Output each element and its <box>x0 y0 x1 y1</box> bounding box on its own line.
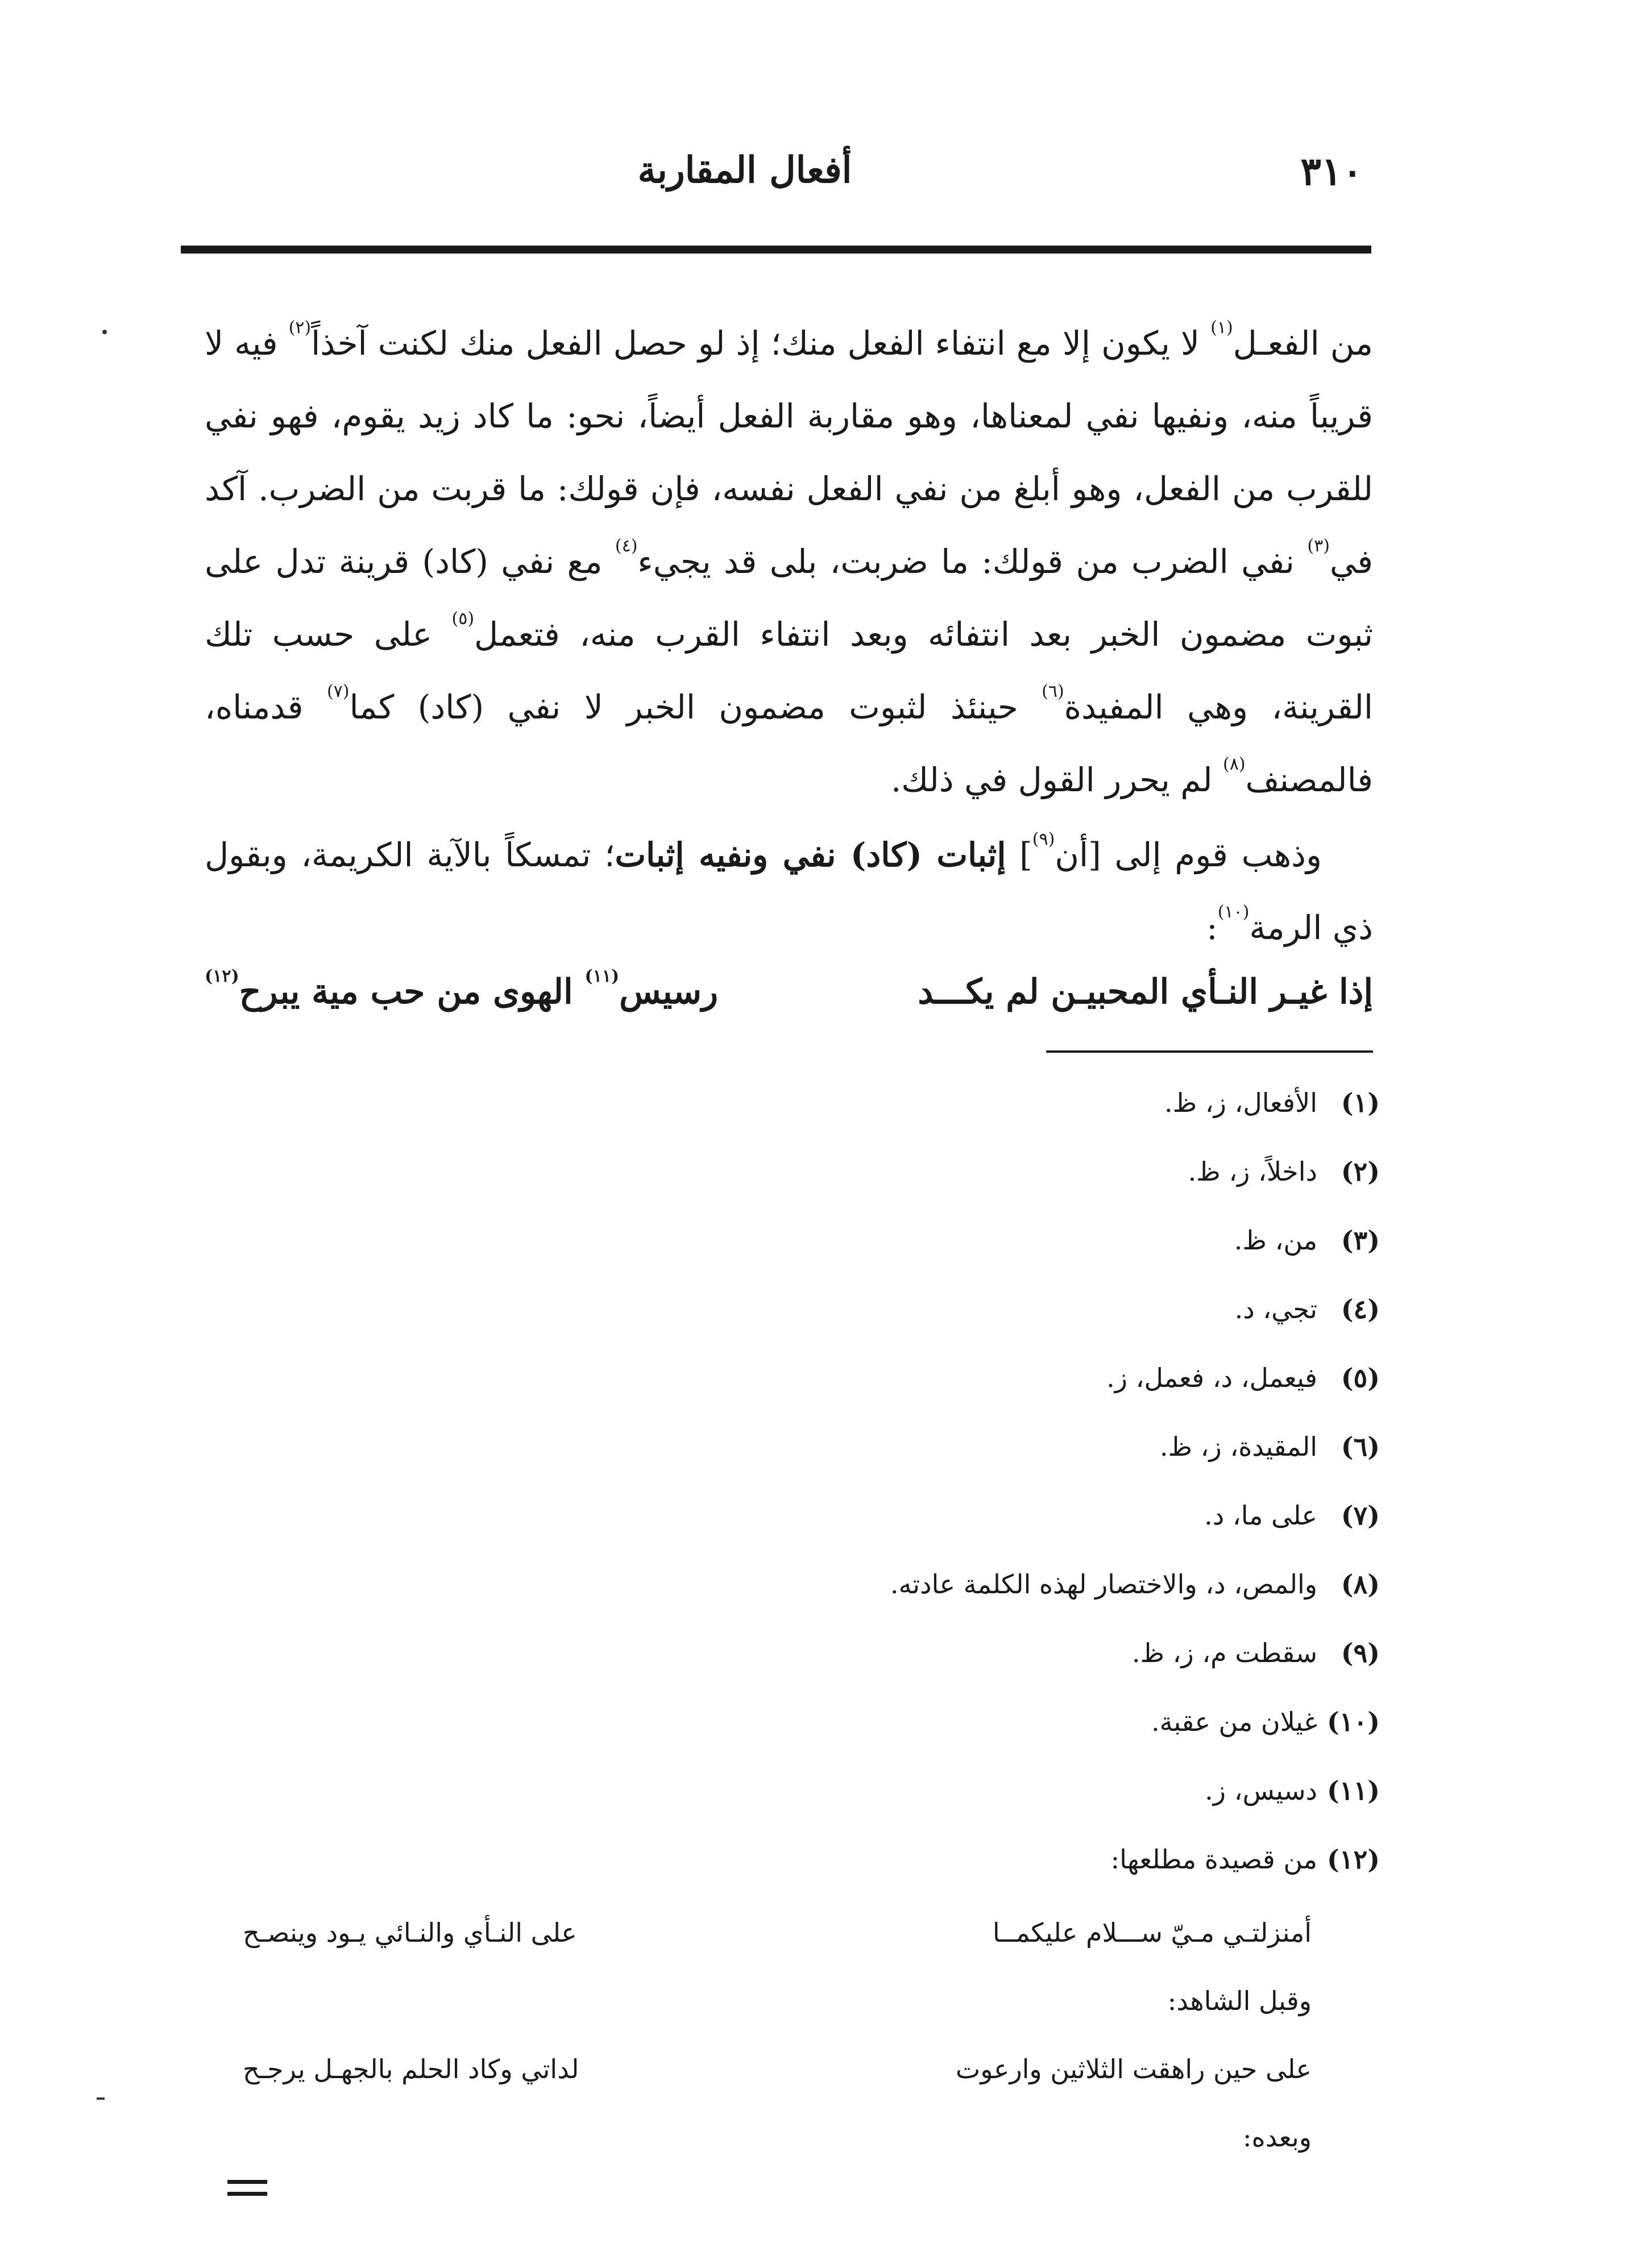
footnote-ref: (٦) <box>1042 682 1064 701</box>
footnote-ref: (٩) <box>1032 829 1055 849</box>
footnote-verse: أمنزلتـي مـيّ ســـلام عليكمــا على النـأي والنـائي يـود وينصـح <box>243 1917 1312 1948</box>
footnote-item: (٣)من، ظ. <box>1234 1225 1380 1256</box>
paragraph-1: من الفعـل$^{(١)}$ لا يكون إلا مع انتفاء الفعل منك؛ إذ لو حصل الفعل منك لكنت آخذاً$^{(٢)}$ فيه لا قريباً منه، ونفيها نفي لمعناها، وهو مقاربة الفعل أيضاً، نحو: ما كاد زيد يقوم، فهو نفي للقرب من الفعل، وهو أبلغ من نفي الفعل نفسه، فإن قولك: ما قربت من الضرب. آكد في$^{(٣)}$ نفي الضرب من قولك: ما ضربت، بلى قد يجيء$^{(٤)}$ مع نفي (كاد) قرينة تدل على ثبوت مضمون الخبر بعد انتفائه وبعد انتفاء القرب منه، فتعمل$^{(٥)}$ على حسب تلك القرينة، وهي المفيدة$^{(٦)}$ حينئذ لثبوت مضمون الخبر لا نفي (كاد) كما$^{(٧)}$ قدمناه، فالمصنف$^{(٨)}$ لم يحرر القول في ذلك. <box>205 318 1374 799</box>
footnote-note: وبعده: <box>1243 2122 1312 2153</box>
footnote-verses <box>231 1899 1312 2171</box>
footnote-ref: (٥) <box>451 609 475 629</box>
margin-dot <box>102 330 107 334</box>
footnote-note: وقبل الشاهد: <box>1167 1985 1312 2016</box>
margin-dash <box>97 2097 105 2100</box>
footnote-separator <box>1046 1050 1373 1053</box>
running-title: أفعال المقاربة <box>637 149 852 192</box>
footnote-ref: (٨) <box>1222 754 1246 774</box>
footnote-item: (٨)والمص، د، والاختصار لهذه الكلمة عادته. <box>890 1569 1380 1600</box>
footnote-item: (٦)المقيدة، ز، ظ. <box>1159 1431 1380 1462</box>
verse-second-hemistich: رسيس$^{(١١)}$ الهوى من حب مية يبرح$^{(١٢)}$ <box>205 966 719 1012</box>
footnote-ref: (١) <box>1210 318 1233 338</box>
footnote-ref: (٢) <box>288 318 312 338</box>
page-number: ٣١٠ <box>1300 149 1363 194</box>
verse-first-hemistich: إذا غيـر النـأي المحبيـن لم يكـــد <box>918 972 1373 1012</box>
footnote-item: (١٠)غيلان من عقبة. <box>1151 1706 1380 1737</box>
paragraph-2: وذهب قوم إلى [أن$^{(٩)}$] إثبات (كاد) نفي ونفيه إثبات؛ تمسكاً بالآية الكريمة، وبقول ذي الرمة$^{(١٠)}$: <box>205 829 1373 947</box>
footnote-item: (١٢)من قصيدة مطلعها: <box>1110 1844 1380 1875</box>
continuation-mark <box>227 2180 267 2204</box>
footnote-item: (٧)على ما، د. <box>1204 1500 1380 1531</box>
footnote-item: (١١)دسيس، ز. <box>1205 1775 1380 1806</box>
footnote-item: (٢)داخلاً، ز، ظ. <box>1188 1156 1380 1187</box>
footnote-ref: (١٢) <box>205 966 239 986</box>
poetry-verse <box>205 966 1373 1040</box>
footnote-ref: (٣) <box>1307 536 1330 556</box>
footnote-ref: (١٠) <box>1217 902 1250 922</box>
footnote-item: (٤)تجي، د. <box>1234 1294 1380 1324</box>
footnote-verse: على حين راهقت الثلاثين وارعوت لداتي وكاد الحلم بالجهـل يرجـح <box>243 2054 1312 2084</box>
header-rule <box>181 246 1371 254</box>
footnote-item: (٩)سقطت م، ز، ظ. <box>1131 1638 1380 1668</box>
footnote-item: (١)الأفعال، ز، ظ. <box>1164 1087 1380 1118</box>
bold-phrase: إثبات (كاد) نفي ونفيه إثبات <box>615 836 1006 874</box>
footnote-ref: (١١) <box>584 966 620 986</box>
footnote-item: (٥)فيعمل، د، فعمل، ز. <box>1106 1363 1380 1393</box>
footnote-ref: (٤) <box>615 536 638 556</box>
footnotes-list <box>698 1069 1380 1894</box>
footnote-ref: (٧) <box>326 682 350 701</box>
